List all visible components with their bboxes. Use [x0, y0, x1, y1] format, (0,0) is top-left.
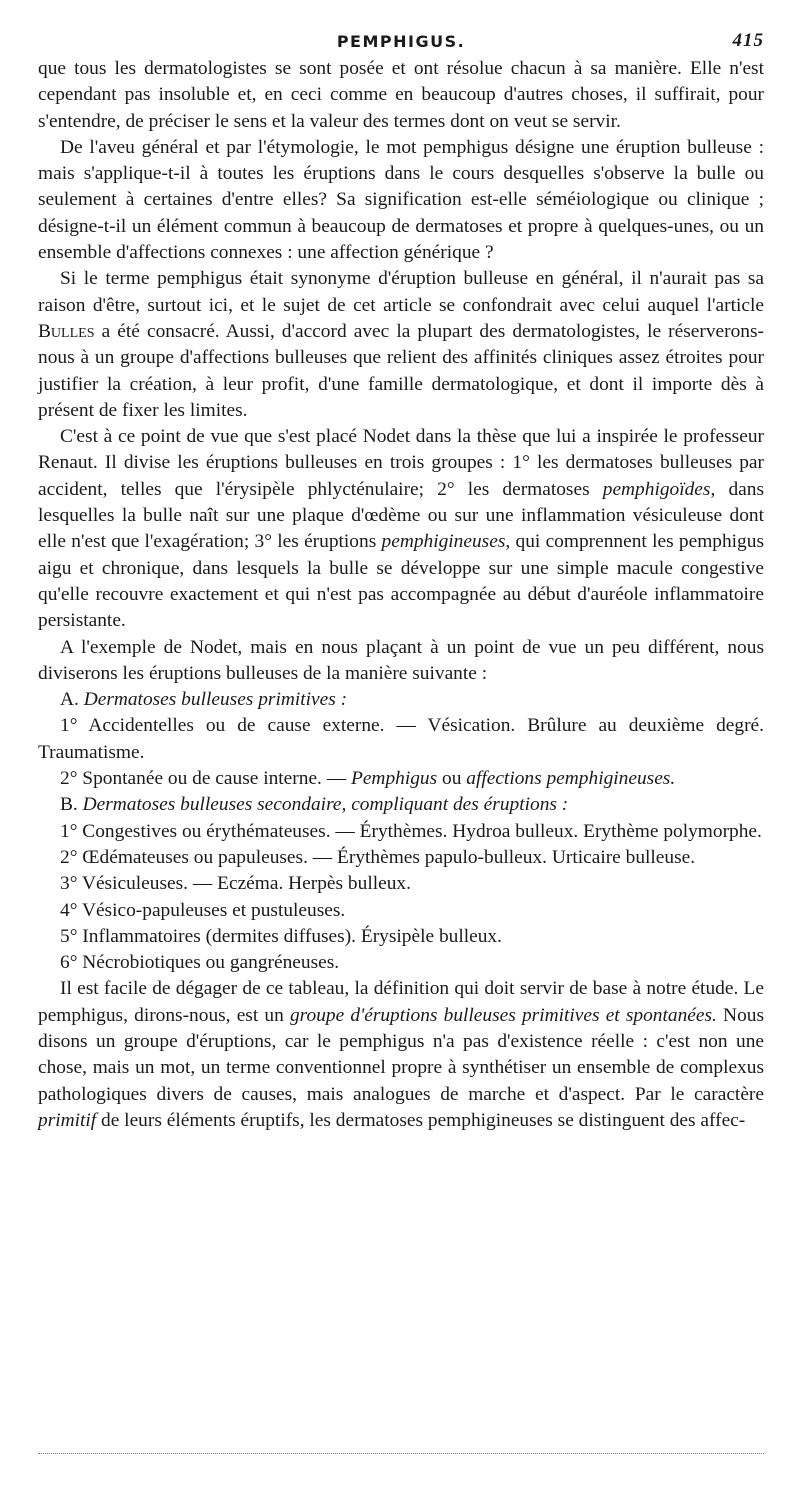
text-segment: , dans lesquelles la bulle naît sur une plaque d'œdème ou sur une inflammation vésiculeuse dont elle n'est que l'exagération; 3° les éruptions: [38, 478, 764, 553]
italic-text: Dermatoses bulleuses primitives :: [83, 689, 348, 711]
paragraph-p6: [38, 687, 764, 713]
paragraph-p16: [38, 976, 764, 1134]
paragraph-p2: [38, 135, 764, 266]
text-segment: que tous les dermatologistes se sont posée et ont résolue chacun à sa manière. Elle n'est cependant pas insoluble et, en ceci comme en beaucoup d'autres choses, il suffirait, pour s'entendre, de préciser le sens et la valeur des termes dont on veut se servir.: [38, 58, 764, 132]
text-segment: Si le terme pemphigus était synonyme d'éruption bulleuse en général, il n'aurait pas sa raison d'être, surtout ici, et le sujet de cet article se confondrait avec celui auquel l'article: [38, 268, 764, 316]
paragraph-p8: [38, 766, 764, 792]
small-caps-text: Bulles: [38, 320, 95, 342]
text-segment: A l'exemple de Nodet, mais en nous plaçant à un point de vue un peu différent, nous diviserons les éruptions bulleuses de la manière suivante :: [38, 636, 764, 684]
italic-text: Dermatoses bulleuses secondaire, compliquant des éruptions :: [82, 794, 569, 816]
text-segment: a été consacré. Aussi, d'accord avec la plupart des dermatologistes, le réserverons-nous à un groupe d'affections bulleuses que relient des affinités cliniques assez étroites pour justifier la création, à leur profit, d'une famille dermatologique, et dont il importe dès à présent de fixer les limites.: [38, 320, 764, 421]
text-segment: Nous disons un groupe d'éruptions, car le pemphigus n'a pas d'existence réelle : c'est non une chose, mais un mot, un terme conventionnel propre à synthétiser un ensemble de complexus pathologiques divers de causes, mais analogues de marche et d'aspect. Par le caractère: [38, 1004, 765, 1105]
text-segment: de leurs éléments éruptifs, les dermatoses pemphigineuses se distinguent des affec-: [96, 1109, 746, 1131]
paragraph-p1: [38, 56, 764, 135]
text-segment: 5° Inflammatoires (dermites diffuses). Érysipèle bulleux.: [60, 925, 502, 947]
paragraph-p9: [38, 792, 764, 818]
text-segment: Il est facile de dégager de ce tableau, la définition qui doit servir de base à notre étude. Le pemphigus, dirons-nous, est un: [38, 978, 764, 1026]
text-segment: 2° Spontanée ou de cause interne. —: [60, 768, 351, 790]
italic-text: groupe d'éruptions bulleuses primitives et spontanées.: [289, 1004, 717, 1026]
running-header: [38, 30, 764, 56]
text-segment: , qui comprennent les pemphigus aigu et chronique, dans lesquels la bulle se développe sur une simple macule congestive qu'elle recouvre exactement et qui n'est pas accompagnée au début d'auréole inflammatoire persistante.: [38, 531, 764, 632]
text-segment: ou: [437, 768, 467, 790]
paragraph-p3: [38, 266, 764, 424]
paragraph-p10: [38, 819, 764, 845]
page-number: 415: [732, 30, 764, 51]
italic-text: pemphigoïdes: [602, 478, 711, 500]
paragraph-p11: [38, 845, 764, 871]
text-segment: B.: [60, 794, 83, 816]
paragraph-p5: [38, 635, 764, 688]
text-segment: A.: [60, 689, 84, 711]
text-segment: De l'aveu général et par l'étymologie, le mot pemphigus désigne une éruption bulleuse : mais s'applique-t-il à toutes les éruptions dans le cours desquelles s'observe la bulle ou seulement à certaines d'entre elles? Sa signification est-elle séméiologique ou clinique ; désigne-t-il un élément commun à beaucoup de dermatoses et propre à quelques-unes, ou un ensemble d'affections connexes : une affection générique ?: [38, 136, 764, 264]
italic-text: Pemphigus: [350, 768, 438, 790]
document-page: [38, 30, 764, 1134]
paragraph-p4: [38, 424, 764, 634]
text-segment: 2° Œdémateuses ou papuleuses. — Érythèmes papulo-bulleux. Urticaire bulleuse.: [60, 846, 696, 868]
footer-dotted-rule: [38, 1445, 764, 1454]
text-segment: 6° Nécrobiotiques ou gangréneuses.: [60, 952, 340, 974]
paragraph-p12: [38, 871, 764, 897]
italic-text: affections pemphigineuses.: [466, 768, 676, 790]
italic-text: primitif: [38, 1109, 97, 1131]
text-segment: 4° Vésico-papuleuses et pustuleuses.: [60, 899, 346, 921]
paragraph-p14: [38, 924, 764, 950]
paragraph-p15: [38, 950, 764, 976]
italic-text: pemphigineuses: [381, 531, 506, 553]
text-segment: 1° Accidentelles ou de cause externe. — Vésication. Brûlure au deuxième degré. Traumatisme.: [38, 715, 764, 763]
text-segment: 3° Vésiculeuses. — Eczéma. Herpès bulleux.: [60, 873, 411, 895]
paragraph-p7: [38, 713, 764, 766]
body-text: [38, 56, 764, 1134]
paragraph-p13: [38, 898, 764, 924]
running-title: PEMPHIGUS.: [336, 32, 466, 51]
text-segment: 1° Congestives ou érythémateuses. — Érythèmes. Hydroa bulleux. Erythème polymorphe.: [60, 820, 762, 842]
text-segment: C'est à ce point de vue que s'est placé Nodet dans la thèse que lui a inspirée le professeur Renaut. Il divise les éruptions bulleuses en trois groupes : 1° les dermatoses bulleuses par accident, telles que l'érysipèle phlycténulaire; 2° les dermatoses: [38, 426, 764, 500]
